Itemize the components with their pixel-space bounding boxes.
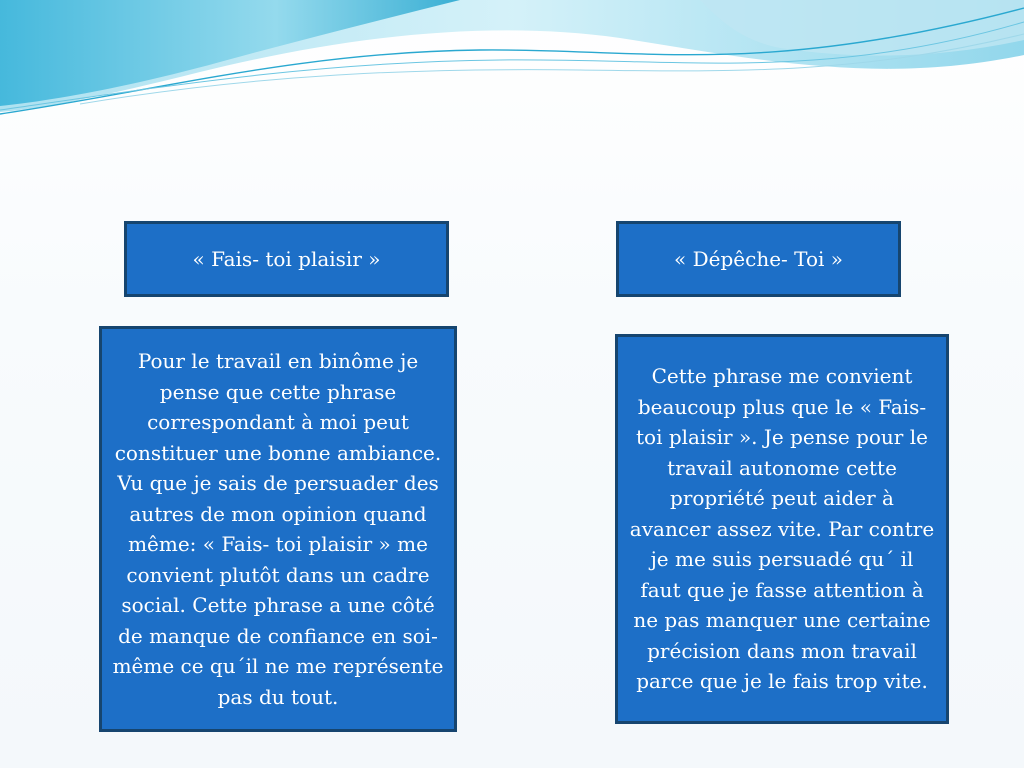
title-box-depeche-toi — [616, 221, 901, 297]
title-box-fais-toi-plaisir — [124, 221, 449, 297]
title-left-label: « Fais- toi plaisir » — [192, 247, 381, 271]
header-wave-decoration — [0, 0, 1024, 130]
title-right-label: « Dépêche- Toi » — [674, 247, 843, 271]
text-left-body: Pour le travail en binôme je pense que cette phrase correspondant à moi peut constituer une bonne ambiance. Vu que je sais de persuader des autres de mon opinion quand même: « Fais- toi plaisir » me convient plutôt dans un cadre social. Cette phrase a une côté de manque de confiance en soi-même ce qu´il ne me représente pas du tout. — [112, 349, 444, 709]
text-box-right — [615, 334, 949, 724]
text-box-left — [99, 326, 457, 732]
text-right-body: Cette phrase me convient beaucoup plus que le « Fais- toi plaisir ». Je pense pour le travail autonome cette propriété peut aider à avancer assez vite. Par contre je me suis persuadé qu´ il faut que je fasse attention à ne pas manquer une certaine précision dans mon travail parce que je le fais trop vite. — [629, 364, 935, 694]
wave-band-dark — [0, 0, 460, 106]
